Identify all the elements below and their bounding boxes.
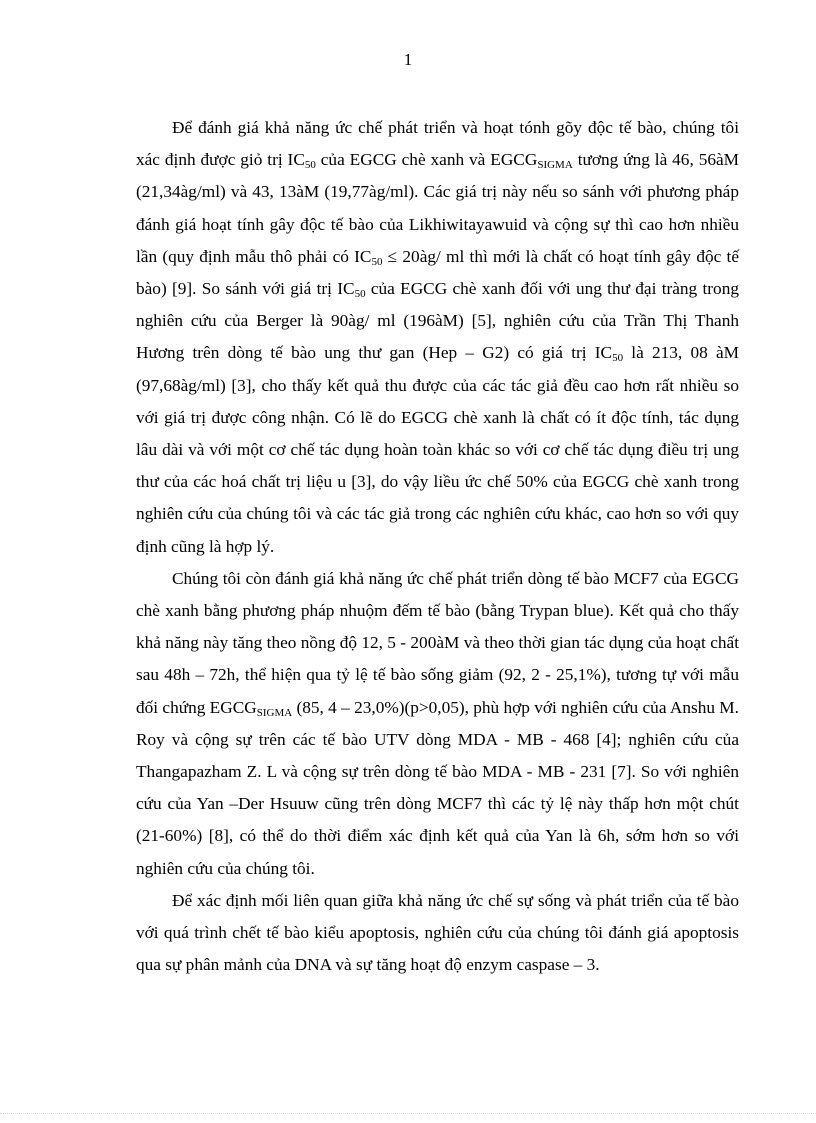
subscript: 50 [612, 352, 624, 365]
page-bottom-border [0, 1113, 816, 1114]
subscript: 50 [354, 288, 366, 301]
paragraph-ic50-discussion [136, 112, 739, 563]
text-run: Để xác định mối liên quan giữa khả năng ức chế sự sống và phát triển của tế bào với quá trình chết tế bào kiểu apoptosis, nghiên cứu của chúng tôi đánh giá apoptosis qua sự phân mảnh của DNA và sự tăng hoạt độ enzym caspase – 3. [136, 890, 739, 975]
paragraph-apoptosis [136, 885, 739, 982]
subscript: SIGMA [256, 706, 293, 719]
subscript: 50 [304, 159, 316, 172]
text-run: của EGCG chè xanh và EGCG [315, 150, 538, 170]
text-run: ≤ 20àg/ ml thì mới là chất có hoạt tính gây độc tế bào) [9]. So sánh với giá trị IC [136, 246, 739, 299]
text-run: của EGCG chè xanh đối với ung thư đại tràng trong nghiên cứu của Berger là 90àg/ ml (196àM) [5], nghiên cứu của Trần Thị Thanh Hương trên dòng tế bào ung thư gan (Hep – G2) có giá trị IC [136, 279, 739, 363]
text-run: tương ứng là 46, 56àM (21,34àg/ml) và 43, 13àM (19,77àg/ml). Các giá trị này nếu so sánh với phương pháp đánh giá hoạt tính gây độc tế bào của Likhiwitayawuid và cộng sự thì cao hơn nhiều lần (quy định mẫu thô phải có IC [136, 150, 740, 266]
text-run: (85, 4 – 23,0%)(p>0,05), phù hợp với nghiên cứu của Anshu M. Roy và cộng sự trên các tế bào UTV dòng MDA - MB - 468 [4]; nghiên cứu của Thangapazham Z. L và cộng sự trên dòng tế bào MDA - MB - 231 [7]. So với nghiên cứu của Yan –Der Hsuuw cũng trên dòng MCF7 thì các tỷ lệ này thấp hơn một chút (21-60%) [8], có thể do thời điểm xác định kết quả của Yan là 6h, sớm hơn so với nghiên cứu của chúng tôi. [136, 697, 739, 878]
text-run: là 213, 08 àM (97,68àg/ml) [3], cho thấy kết quả thu được của các tác giả đều cao hơn rất nhiều so với giá trị được công nhận. Có lẽ do EGCG chè xanh là chất có ít độc tính, tác dụng lâu dài và với một cơ chế tác dụng hoàn toàn khác so với cơ chế tác dụng điều trị ung thư của các hoá chất trị liệu u [3], do vậy liều ức chế 50% của EGCG chè xanh trong nghiên cứu của chúng tôi và các tác giả trong các nghiên cứu khác, cao hơn so với quy định cũng là hợp lý. [136, 343, 739, 556]
paragraph-mcf7-growth [136, 563, 739, 885]
document-body [136, 112, 739, 981]
text-run: Chúng tôi còn đánh giá khả năng ức chế phát triển dòng tế bào MCF7 của EGCG chè xanh bằng phương pháp nhuộm đếm tế bào (bằng Trypan blue). Kết quả cho thấy khả năng này tăng theo nồng độ 12, 5 - 200àM và theo thời gian tác dụng của hoạt chất sau 48h – 72h, thể hiện qua tỷ lệ tế bào sống giảm (92, 2 - 25,1%), tương tự với mẫu đối chứng EGCG [136, 568, 739, 717]
subscript: SIGMA [537, 159, 573, 172]
text-run: Để đánh giá khả năng ức chế phát triển và hoạt tónh gõy độc tế bào, chúng tôi xác định được giỏ trị IC [136, 118, 739, 170]
page-number: 1 [403, 50, 413, 69]
subscript: 50 [371, 255, 383, 268]
